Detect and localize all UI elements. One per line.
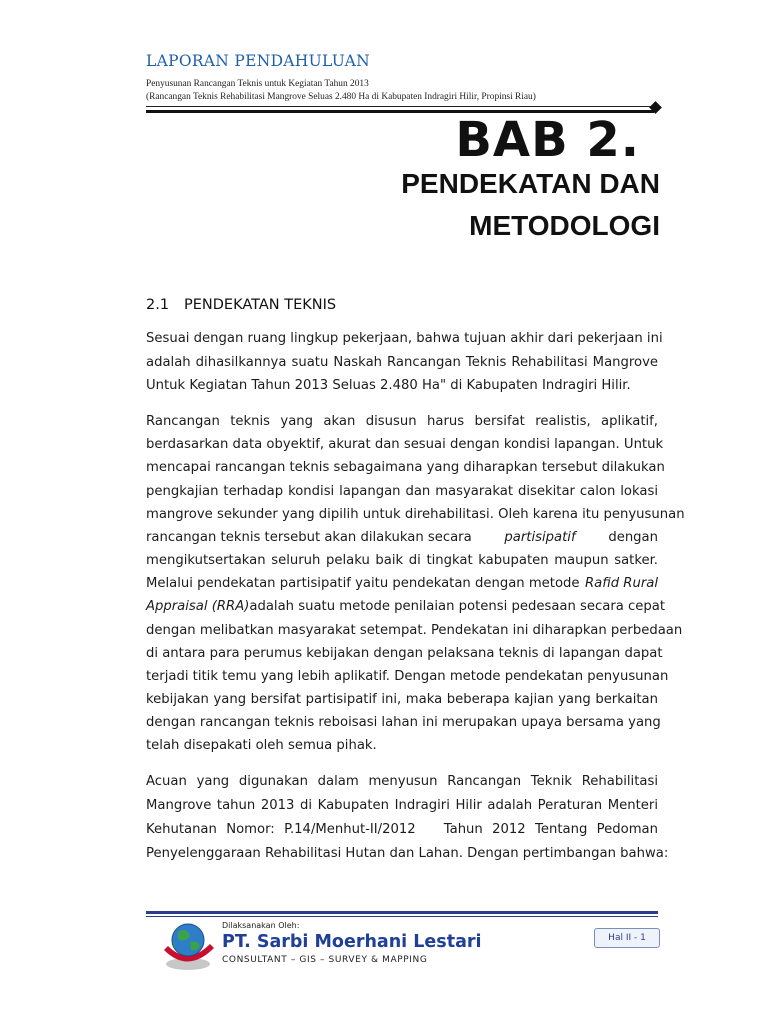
paragraph-2-line: di antara para perumus kebijakan dengan pelaksana teknis di lapangan dapat <box>146 646 663 661</box>
paragraph-text: dengan <box>608 530 658 545</box>
paragraph-2-line: dengan melibatkan masyarakat setempat. Pendekatan ini diharapkan perbedaan <box>146 623 683 638</box>
footer-rule-thick <box>146 911 658 914</box>
paragraph-2-line: terjadi titik temu yang lebih aplikatif. Dengan metode pendekatan penyusunan <box>146 669 669 684</box>
paragraph-2-line-mixed <box>146 529 658 547</box>
paragraph-1-line: adalah dihasilkannya suatu Naskah Rancangan Teknis Rehabilitasi Mangrove <box>146 355 658 370</box>
paragraph-2-line: mencapai rancangan teknis sebagaimana yang diharapkan tersebut dilakukan <box>146 460 665 475</box>
paragraph-italic-term: partisipatif <box>504 530 576 545</box>
globe-logo-icon <box>158 920 218 976</box>
company-tagline: CONSULTANT – GIS – SURVEY & MAPPING <box>222 955 428 965</box>
chapter-number: BAB 2. <box>455 112 640 168</box>
paragraph-2-line: dengan rancangan teknis reboisasi lahan ini merupakan upaya bersama yang <box>146 715 661 730</box>
footer-rule-thin <box>146 916 658 917</box>
report-subtitle-line2: (Rancangan Teknis Rehabilitasi Mangrove Seluas 2.480 Ha di Kabupaten Indragiri Hilir, Propinsi Riau) <box>146 92 536 102</box>
paragraph-italic-term: Appraisal (RRA) <box>146 599 250 614</box>
paragraph-2-line-mixed <box>146 575 658 593</box>
section-title: PENDEKATAN TEKNIS <box>184 297 337 313</box>
paragraph-2-line: mangrove sekunder yang dipilih untuk direhabilitasi. Oleh karena itu penyusunan <box>146 507 685 522</box>
section-heading <box>146 297 336 313</box>
paragraph-2-line: Rancangan teknis yang akan disusun harus bersifat realistis, aplikatif, <box>146 414 658 429</box>
paragraph-2-line: pengkajian terhadap kondisi lapangan dan masyarakat disekitar calon lokasi <box>146 484 658 499</box>
paragraph-3-line: Mangrove tahun 2013 di Kabupaten Indragiri Hilir adalah Peraturan Menteri <box>146 798 658 813</box>
paragraph-2-line-mixed <box>146 598 666 616</box>
paragraph-1-line: Untuk Kegiatan Tahun 2013 Seluas 2.480 Ha" di Kabupaten Indragiri Hilir. <box>146 378 631 393</box>
paragraph-3-line: Penyelenggaraan Rehabilitasi Hutan dan Lahan. Dengan pertimbangan bahwa: <box>146 846 669 861</box>
header-rule-thin <box>146 106 654 107</box>
section-number: 2.1 <box>146 297 170 313</box>
paragraph-1-line: Sesuai dengan ruang lingkup pekerjaan, bahwa tujuan akhir dari pekerjaan ini <box>146 331 663 346</box>
paragraph-italic-term: Rafid Rural <box>584 576 658 591</box>
paragraph-3-line: Kehutanan Nomor: P.14/Menhut-II/2012 Tahun 2012 Tentang Pedoman <box>146 822 658 837</box>
report-subtitle-line1: Penyusunan Rancangan Teknis untuk Kegiatan Tahun 2013 <box>146 79 369 89</box>
chapter-title-line1: PENDEKATAN DAN <box>401 168 660 199</box>
paragraph-text: adalah suatu metode penilaian potensi pedesaan secara cepat <box>249 599 666 614</box>
company-name: PT. Sarbi Moerhani Lestari <box>222 932 482 952</box>
paragraph-2-line: telah disepakati oleh semua pihak. <box>146 738 377 753</box>
paragraph-2-line: mengikutsertakan seluruh pelaku baik di tingkat kabupaten maupun satker. <box>146 553 658 568</box>
paragraph-2-line: kebijakan yang bersifat partisipatif ini, maka beberapa kajian yang berkaitan <box>146 692 658 707</box>
report-header-title: LAPORAN PENDAHULUAN <box>146 52 370 70</box>
paragraph-text: rancangan teknis tersebut akan dilakukan secara <box>146 530 472 545</box>
page-number-badge: Hal II - 1 <box>594 928 660 948</box>
chapter-title-line2: METODOLOGI <box>469 210 660 241</box>
paragraph-text: Melalui pendekatan partisipatif yaitu pendekatan dengan metode <box>146 576 580 591</box>
paragraph-2-line: berdasarkan data obyektif, akurat dan sesuai dengan kondisi lapangan. Untuk <box>146 437 664 452</box>
executed-by-label: Dilaksanakan Oleh: <box>222 921 300 930</box>
paragraph-3-line: Acuan yang digunakan dalam menyusun Rancangan Teknik Rehabilitasi <box>146 774 658 789</box>
